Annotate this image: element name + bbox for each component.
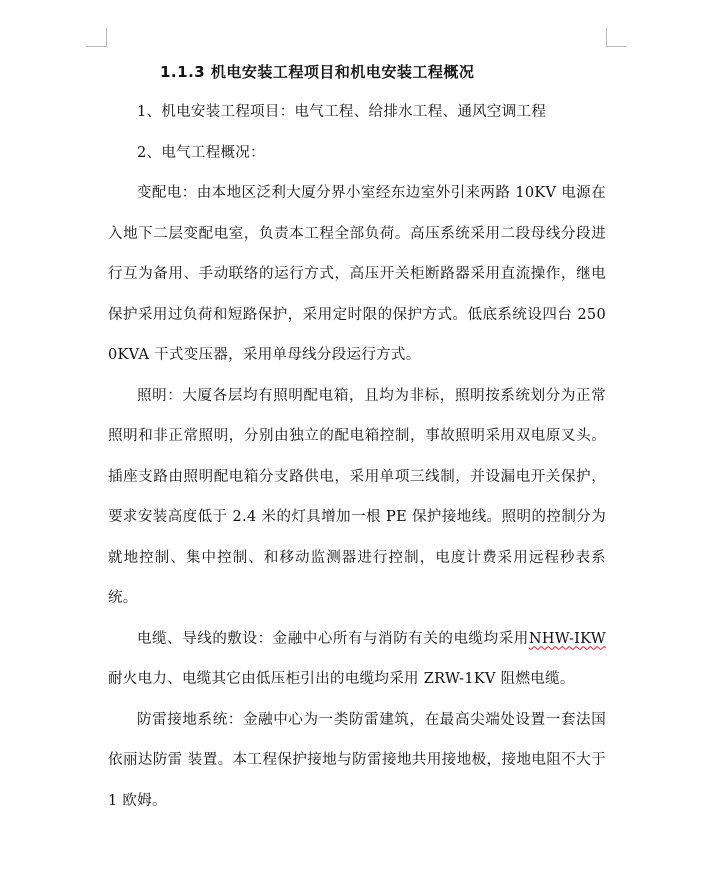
paragraph-cable-laying (108, 619, 606, 700)
paragraph-lighting: 照明：大厦各层均有照明配电箱，且均为非标，照明按系统划分为正常照明和非正常照明，分别由独立的配电箱控制，事故照明采用双电原叉头。插座支路由照明配电箱分支路供电，采用单项三线制，并设漏电开关保护，要求安装高度低于 2.4 米的灯具增加一根 PE 保护接地线。照明的控制分为就地控制、集中控制、和移动监测器进行控制，电度计费采用远程秒表系统。 (108, 387, 606, 606)
paragraph-project-list: 1、机电安装工程项目：电气工程、给排水工程、通风空调工程 (137, 104, 547, 120)
paragraph-lightning-grounding: 防雷接地系统：金融中心为一类防雷建筑，在最高尖端处设置一套法国依丽达防雷 装置。本工程保护接地与防雷接地共用接地极，接地电阻不大于 1 欧姆。 (108, 711, 606, 809)
spellcheck-underlined-text: NHW-IKW (528, 630, 606, 647)
cable-text-suffix: 耐火电力、电缆其它由低压柜引出的电缆均采用 ZRW-1KV 阻燃电缆。 (108, 671, 575, 687)
paragraph-electrical-overview-title: 2、电气工程概况： (137, 144, 265, 161)
paragraph-substation: 变配电：由本地区泛利大厦分界小室经东边室外引来两路 10KV 电源在入地下二层变配电室，负责本工程全部负荷。高压系统采用二段母线分段进行互为备用、手动联络的运行方式，高压开关柜断路器采用直流操作，继电保护采用过负荷和短路保护，采用定时限的保护方式。低底系统设四台 2500KVA 干式变压器，采用单母线分段运行方式。 (108, 185, 606, 363)
cable-text-prefix: 电缆、导线的敷设：金融中心所有与消防有关的电缆均采用 (137, 630, 529, 647)
section-heading: 1.1.3 机电安装工程项目和机电安装工程概况 (160, 63, 475, 81)
crop-mark-top-right-horizontal (607, 46, 627, 47)
crop-mark-top-right-vertical (606, 28, 607, 47)
crop-mark-top-left-vertical (106, 28, 107, 47)
crop-mark-top-left-horizontal (86, 46, 106, 47)
document-page-body (108, 52, 606, 821)
